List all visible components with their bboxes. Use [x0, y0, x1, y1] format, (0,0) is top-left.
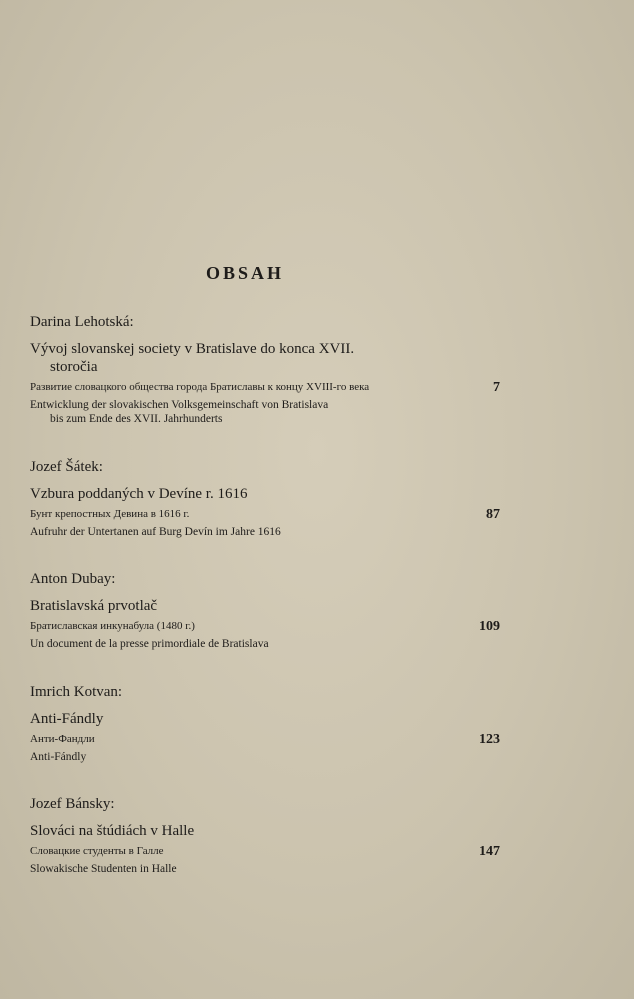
- entry-german-line: bis zum Ende des XVII. Jahrhunderts: [50, 413, 223, 425]
- toc-entry: [30, 795, 500, 876]
- entry-german-title: [30, 398, 500, 426]
- entry-page-number: 147: [479, 844, 500, 859]
- toc-entry: [30, 683, 500, 764]
- entry-russian-title: Бунт крепостных Девина в 1616 г.: [30, 508, 190, 520]
- page-title: OBSAH: [205, 263, 285, 283]
- entry-row: [30, 380, 500, 394]
- entry-author: Darina Lehotská:: [30, 314, 134, 330]
- entry-author: Anton Dubay:: [30, 571, 116, 587]
- entry-title: Vzbura poddaných v Devíne r. 1616: [30, 486, 248, 502]
- entry-german-line: Entwicklung der slovakischen Volksgemeinschaft von Bratislava: [30, 399, 329, 411]
- entry-title: [30, 340, 500, 376]
- entry-russian-title: Братиславская инкунабула (1480 г.): [30, 620, 195, 632]
- entry-german-title: Anti-Fándly: [30, 751, 87, 763]
- entry-title: Bratislavská prvotlač: [30, 598, 158, 614]
- entry-row: [30, 507, 500, 521]
- entry-title: Slováci na štúdiách v Halle: [30, 823, 195, 839]
- toc-entry: [30, 313, 500, 426]
- entry-title: Anti-Fándly: [30, 711, 104, 727]
- entry-german-title: Slowakische Studenten in Halle: [30, 863, 177, 875]
- entry-russian-title: Словацкие студенты в Галле: [30, 845, 164, 857]
- entry-row: [30, 619, 500, 633]
- entry-author: Jozef Bánsky:: [30, 796, 115, 812]
- entry-german-title: Aufruhr der Untertanen auf Burg Devín im Jahre 1616: [30, 526, 281, 538]
- entry-russian-title: Анти-Фандли: [30, 733, 95, 745]
- entry-author: Jozef Šátek:: [30, 459, 103, 475]
- entry-page-number: 87: [486, 507, 500, 522]
- entry-page-number: 7: [493, 380, 500, 395]
- entry-page-number: 123: [479, 732, 500, 747]
- entry-author: Imrich Kotvan:: [30, 684, 123, 700]
- entry-german-title: Un document de la presse primordiale de Bratislava: [30, 638, 269, 650]
- entry-title-line: storočia: [50, 359, 98, 375]
- entry-russian-title: Развитие словацкого общества города Братиславы к концу XVIII-го века: [30, 381, 370, 393]
- entry-title-line: Vývoj slovanskej society v Bratislave do konca XVII.: [30, 341, 355, 357]
- entry-row: [30, 732, 500, 746]
- toc-entry: [30, 458, 500, 539]
- toc-entry: [30, 570, 500, 651]
- entry-page-number: 109: [479, 619, 500, 634]
- entry-row: [30, 844, 500, 858]
